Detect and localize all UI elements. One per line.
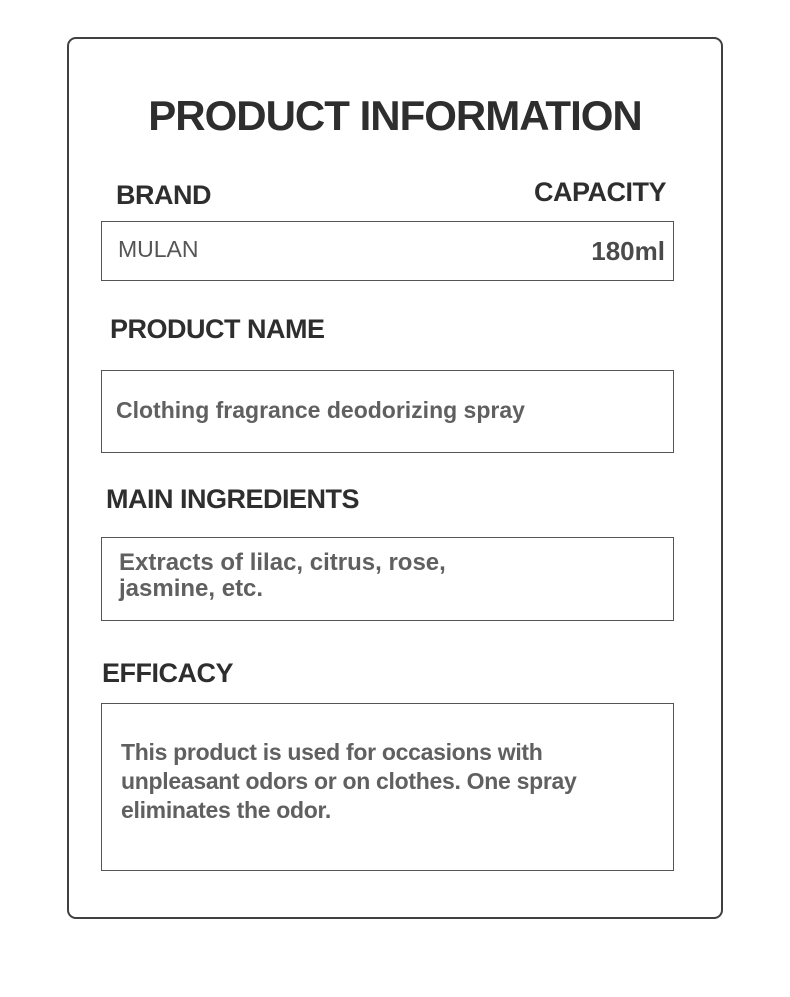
capacity-label: CAPACITY — [533, 177, 666, 207]
efficacy-value — [121, 738, 576, 825]
product-name-value: Clothing fragrance deodorizing spray — [116, 397, 525, 423]
brand-capacity-box — [101, 221, 674, 281]
efficacy-line-3: eliminates the odor. — [121, 797, 331, 823]
product-name-label: PRODUCT NAME — [110, 314, 325, 344]
main-ingredients-label: MAIN INGREDIENTS — [106, 484, 360, 514]
product-name-box — [101, 370, 674, 453]
page-title: PRODUCT INFORMATION — [148, 92, 642, 139]
efficacy-box — [101, 703, 674, 871]
efficacy-label: EFFICACY — [102, 658, 233, 688]
efficacy-line-1: This product is used for occasions with — [121, 739, 543, 765]
main-ingredients-box — [101, 537, 674, 621]
main-ingredients-value — [119, 550, 446, 602]
brand-label: BRAND — [116, 180, 211, 210]
main-ingredients-line-2: jasmine, etc. — [119, 575, 264, 602]
brand-value: MULAN — [118, 236, 199, 262]
main-ingredients-line-1: Extracts of lilac, citrus, rose, — [119, 549, 446, 576]
capacity-value: 180ml — [591, 236, 665, 266]
efficacy-line-2: unpleasant odors or on clothes. One spray — [121, 768, 577, 794]
